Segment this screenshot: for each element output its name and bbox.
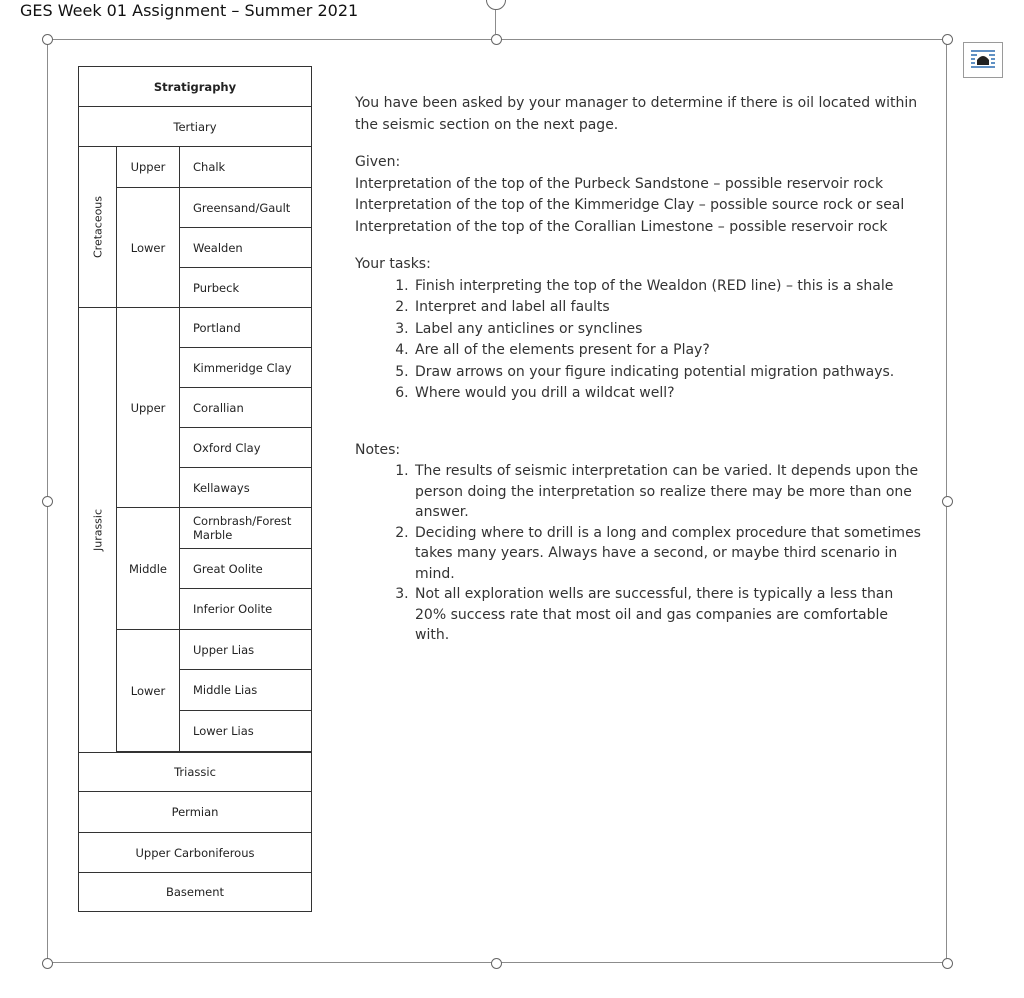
- rotate-handle[interactable]: [486, 0, 506, 10]
- resize-handle-bottom-left[interactable]: [42, 958, 53, 969]
- notes-list: [355, 461, 925, 646]
- strat-unit: Corallian: [180, 388, 311, 428]
- tasks-heading: Your tasks:: [355, 256, 431, 272]
- strat-upper-carboniferous: Upper Carboniferous: [79, 833, 311, 873]
- strat-sub-cret-lower: Lower: [116, 188, 180, 308]
- task-item: 5. Draw arrows on your figure indicating potential migration pathways.: [413, 362, 925, 384]
- task-item: 6. Where would you drill a wildcat well?: [413, 383, 925, 405]
- layout-options-button[interactable]: [963, 42, 1003, 78]
- strat-system-cretaceous-label: Cretaceous: [91, 195, 104, 259]
- strat-sub-jur-middle: Middle: [116, 508, 180, 630]
- strat-unit: Greensand/Gault: [180, 188, 311, 228]
- strat-title: Stratigraphy: [79, 67, 311, 107]
- note-item: 1. The results of seismic interpretation can be varied. It depends upon the person doing the interpretation so realize there may be more than one answer.: [413, 461, 925, 523]
- given-line: Interpretation of the top of the Corallian Limestone – possible reservoir rock: [355, 218, 888, 235]
- strat-basement: Basement: [165, 885, 225, 899]
- strat-permian: Permian: [79, 792, 311, 833]
- given-section: [355, 152, 925, 238]
- strat-unit: Chalk: [180, 147, 311, 188]
- strat-unit: Oxford Clay: [180, 428, 311, 468]
- strat-triassic: Triassic: [79, 752, 311, 792]
- strat-unit: Great Oolite: [180, 549, 311, 589]
- document-header: GES Week 01 Assignment – Summer 2021: [20, 1, 359, 20]
- intro-paragraph: You have been asked by your manager to determine if there is oil located within the seismic section on the next page.: [355, 95, 918, 133]
- strat-unit: Kellaways: [180, 468, 311, 508]
- task-item: 2. Interpret and label all faults: [413, 297, 925, 319]
- strat-unit: Cornbrash/Forest Marble: [180, 508, 311, 549]
- strat-system-jurassic: [79, 308, 116, 752]
- strat-system-jurassic-label: Jurassic: [91, 508, 104, 552]
- task-item: 3. Label any anticlines or synclines: [413, 319, 925, 341]
- strat-unit: Upper Lias: [180, 630, 311, 670]
- strat-sub-jur-upper: Upper: [116, 308, 180, 508]
- resize-handle-bottom-center[interactable]: [491, 958, 502, 969]
- resize-handle-top-right[interactable]: [942, 34, 953, 45]
- tasks-list: [355, 276, 925, 405]
- given-line: Interpretation of the top of the Purbeck Sandstone – possible reservoir rock: [355, 175, 884, 192]
- resize-handle-bottom-right[interactable]: [942, 958, 953, 969]
- note-item: 3. Not all exploration wells are successful, there is typically a less than 20% success rate that most oil and gas companies are comfortable with.: [413, 584, 925, 646]
- strat-sub-jur-lower: Lower: [116, 630, 180, 752]
- task-item: 1. Finish interpreting the top of the Wealdon (RED line) – this is a shale: [413, 276, 925, 298]
- resize-handle-middle-right[interactable]: [942, 496, 953, 507]
- resize-handle-top-left[interactable]: [42, 34, 53, 45]
- strat-sub-cret-upper: Upper: [116, 147, 180, 188]
- given-line: Interpretation of the top of the Kimmeridge Clay – possible source rock or seal: [355, 197, 905, 213]
- resize-handle-top-center[interactable]: [491, 34, 502, 45]
- strat-unit: Wealden: [180, 228, 311, 268]
- strat-unit: Inferior Oolite: [180, 589, 311, 630]
- strat-unit: Portland: [180, 308, 311, 348]
- notes-heading: Notes:: [355, 441, 401, 458]
- task-item: 4. Are all of the elements present for a Play?: [413, 340, 925, 362]
- note-item: 2. Deciding where to drill is a long and complex procedure that sometimes takes many years. Always have a second, or maybe third scenario in mind.: [413, 523, 925, 585]
- tasks-section: [355, 254, 925, 405]
- instructions-text: [355, 93, 925, 646]
- layout-options-icon: [968, 48, 998, 72]
- rotate-handle-stem: [495, 10, 496, 34]
- notes-section: [355, 440, 925, 646]
- strat-unit: Kimmeridge Clay: [180, 348, 311, 388]
- strat-system-cretaceous: [79, 147, 116, 308]
- strat-unit: Lower Lias: [180, 711, 311, 752]
- stratigraphy-table: [78, 66, 312, 912]
- strat-unit: Middle Lias: [180, 670, 311, 711]
- resize-handle-middle-left[interactable]: [42, 496, 53, 507]
- strat-unit: Purbeck: [180, 268, 311, 308]
- strat-tertiary: Tertiary: [79, 107, 311, 147]
- given-heading: Given:: [355, 154, 401, 170]
